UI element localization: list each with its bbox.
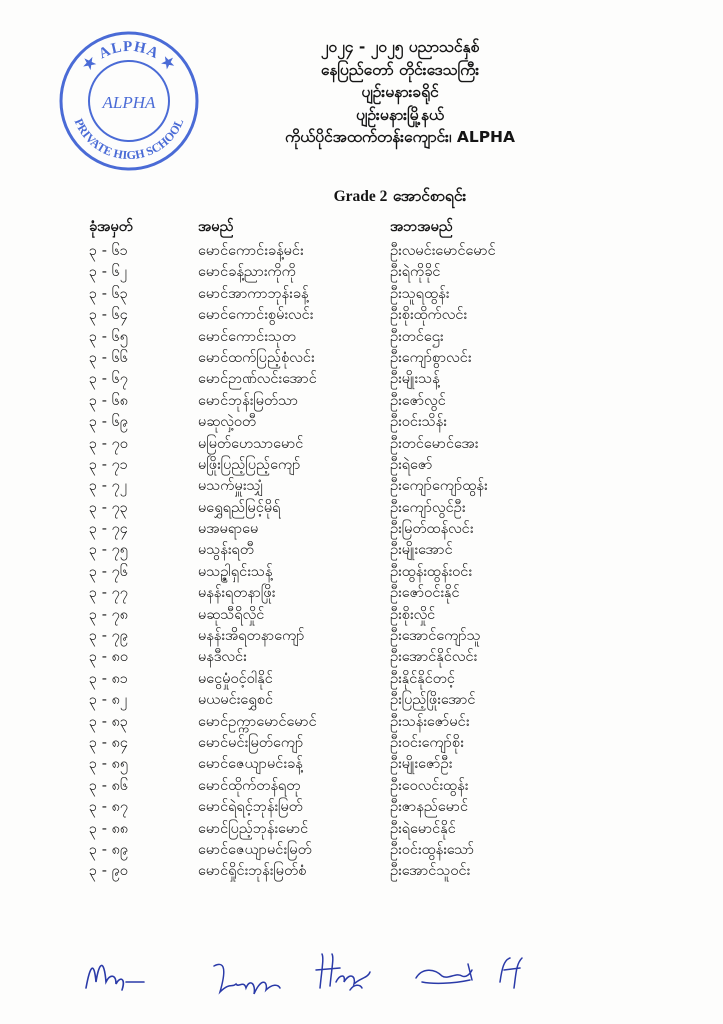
father-name: ဦးဝင်းထွန်းသော် — [390, 841, 475, 858]
student-name: မမြတ်ဟေသာမောင် — [198, 435, 304, 452]
table-row — [0, 819, 723, 840]
table-row — [0, 840, 723, 861]
roll-number: ၃ - ၈၀ — [89, 649, 129, 666]
father-name: ဦးဝင်းသိန်း — [390, 414, 447, 431]
table-row — [0, 498, 723, 519]
table-row — [0, 434, 723, 455]
student-name: မငွေမှုံဝင့်ဝါနိုင် — [198, 670, 273, 687]
roll-number: ၃ - ၈၇ — [89, 799, 129, 816]
student-name: မောင်ဥက္ကာမောင်မောင် — [198, 713, 317, 730]
header-academic-year: ၂၀၂၄ - ၂၀၂၅ ပညာသင်နှစ် — [320, 38, 480, 56]
student-name: မသက်မှူးသျှံ — [198, 478, 264, 495]
roll-number: ၃ - ၆၄ — [89, 307, 128, 324]
table-row — [0, 733, 723, 754]
roll-number: ၃ - ၆၂ — [89, 264, 127, 281]
student-name: မောင်ကောင်းစွမ်းလင်း — [198, 307, 314, 324]
student-name: မောင်ရှိုင်းဘုန်းမြတ်စံ — [198, 863, 307, 880]
father-name: ဦးကျော်လွင်ဦး — [390, 499, 466, 516]
father-name: ဦးပြည့်ဖြိုးအောင် — [390, 692, 476, 709]
roll-number: ၃ - ၇၂ — [89, 478, 127, 495]
table-row — [0, 776, 723, 797]
signature-row — [0, 946, 723, 1006]
father-name: ဦးကျော်ကျော်ထွန်း — [390, 478, 488, 495]
col-father-header: အဘအမည် — [390, 219, 453, 235]
document-header — [200, 36, 600, 149]
father-name: ဦးရဲမောင်နိုင် — [390, 820, 456, 837]
table-row — [0, 562, 723, 583]
roll-number: ၃ - ၆၉ — [89, 414, 128, 431]
student-name: မောင်ထိုက်တန်ရတု — [198, 777, 301, 794]
student-name: မနန်းအိရတနာကျော် — [198, 628, 305, 645]
student-name: မဖြိုးပြည့်ပြည့်ကျော် — [198, 456, 301, 473]
table-row — [0, 797, 723, 818]
father-name: ဦးဇော်လွင် — [390, 392, 446, 409]
roll-number: ၃ - ၇၄ — [89, 521, 128, 538]
table-row — [0, 455, 723, 476]
father-name: ဦးတင်မောင်အေး — [390, 435, 479, 452]
table-row — [0, 712, 723, 733]
table-row — [0, 647, 723, 668]
father-name: ဦးအောင်နိုင်လင်း — [390, 649, 478, 666]
roll-number: ၃ - ၆၁ — [89, 243, 128, 259]
student-name: မောင်ဇေယျာမင်းခန့် — [198, 756, 303, 773]
table-row — [0, 241, 723, 262]
father-name: ဦးနိုင်နိုင်တင့် — [390, 670, 455, 687]
header-township: ပျဉ်းမနားမြို့နယ် — [356, 105, 444, 124]
student-name: မအမရာမေ — [198, 521, 259, 538]
seal-ring-bottom: PRIVATE HIGH SCHOOL — [71, 116, 187, 163]
roll-number: ၃ - ၇၁ — [89, 456, 128, 473]
table-row — [0, 861, 723, 882]
header-school-name: ကိုယ်ပိုင်အထက်တန်းကျောင်း၊ ALPHA — [284, 128, 516, 147]
student-name: မောင်ဘုန်းမြတ်သာ — [198, 392, 299, 409]
roll-number: ၃ - ၈၉ — [89, 841, 129, 858]
roll-number: ၃ - ၈၆ — [89, 777, 129, 794]
roll-number: ၃ - ၈၅ — [89, 756, 129, 773]
student-name: မောင်ဉာဏ်လင်းအောင် — [198, 371, 317, 388]
table-row — [0, 626, 723, 647]
student-name: မနန်းရတနာဖြိုး — [198, 585, 276, 602]
roll-number: ၃ - ၆၃ — [89, 285, 128, 302]
table-row — [0, 327, 723, 348]
father-name: ဦးဇော်ဝင်းနိုင် — [390, 585, 460, 602]
father-name: ဦးထွန်းထွန်းဝင်း — [390, 563, 473, 580]
table-row — [0, 540, 723, 561]
table-row — [0, 369, 723, 390]
roll-number: ၃ - ၆၈ — [89, 392, 129, 409]
father-name: ဦးစိုးလှိုင် — [390, 606, 436, 623]
father-name: ဦးမျိုးဇော်ဦး — [390, 756, 453, 773]
table-row — [0, 262, 723, 283]
roll-number: ၃ - ၇၀ — [89, 435, 128, 452]
table-row — [0, 391, 723, 412]
student-name: မောင်ကောင်းခန့်မင်း — [198, 243, 304, 259]
father-name: ဦးရဲဇော် — [390, 456, 433, 473]
student-name: မနဒီလင်း — [198, 649, 247, 666]
signature-3 — [310, 948, 374, 994]
student-name: မဆုသီရိလှိုင် — [198, 606, 265, 623]
father-name: ဦးဝင်းကျော်စိုး — [390, 734, 464, 751]
roll-number: ၃ - ၆၆ — [89, 349, 128, 366]
roll-number: ၃ - ၇၈ — [89, 606, 129, 623]
student-name: မောင်ဇေယျာမင်းမြတ် — [198, 841, 312, 858]
table-header — [0, 218, 723, 238]
grade-title — [200, 186, 600, 209]
header-district: ပျဉ်းမနားခရိုင် — [361, 83, 439, 102]
table-row — [0, 669, 723, 690]
student-name: မသွန်းရတီ — [198, 542, 254, 559]
student-name: မောင်ထက်ပြည့်စုံလင်း — [198, 349, 315, 366]
table-row — [0, 690, 723, 711]
father-name: ဦးကျော်စွာလင်း — [390, 349, 472, 366]
roll-number: ၃ - ၈၁ — [89, 670, 129, 687]
school-seal — [58, 30, 200, 172]
table-row — [0, 754, 723, 775]
student-name: မရွှေရည်မြင့်မိုရ် — [198, 499, 281, 516]
roll-number: ၃ - ၇၃ — [89, 499, 128, 516]
roll-number: ၃ - ၈၂ — [89, 692, 128, 709]
student-name: မောင်ကောင်းသုတ — [198, 328, 297, 345]
table-row — [0, 476, 723, 497]
student-list — [0, 241, 723, 883]
table-row — [0, 412, 723, 433]
col-roll-header: ခုံအမှတ် — [89, 219, 133, 235]
col-name-header: အမည် — [198, 219, 234, 235]
father-name: ဦးသန်းဇော်မင်း — [390, 713, 470, 730]
roll-number: ၃ - ၉၀ — [89, 863, 128, 880]
signature-2 — [210, 958, 284, 1002]
roll-number: ၃ - ၇၅ — [89, 542, 128, 559]
roll-number: ၃ - ၇၆ — [89, 563, 128, 580]
header-region: နေပြည်တော် တိုင်းဒေသကြီး — [320, 60, 480, 79]
roll-number: ၃ - ၈၄ — [89, 734, 129, 751]
table-row — [0, 348, 723, 369]
roll-number: ၃ - ၆၇ — [89, 371, 128, 388]
father-name: ဦးဝေလင်းထွန်း — [390, 777, 469, 794]
father-name: ဦးဇာနည်မောင် — [390, 799, 468, 816]
table-row — [0, 519, 723, 540]
grade-label: Grade 2 — [333, 188, 388, 205]
student-name: မောင်မင်းမြတ်ကျော် — [198, 734, 304, 751]
seal-center-text: ALPHA — [102, 93, 156, 112]
student-name: မောင်ခန့်ညားကိုကို — [198, 264, 296, 281]
table-row — [0, 583, 723, 604]
student-name: မောင်ရဲရင့်ဘုန်းမြတ် — [198, 799, 303, 816]
seal-ring-top: ★ ALPHA ★ — [79, 38, 179, 75]
student-name: မယမင်းရွှေစင် — [198, 692, 274, 709]
student-name: မောင်ပြည့်ဘုန်းမောင် — [198, 820, 309, 837]
father-name: ဦးမျိုးသန့် — [390, 371, 440, 388]
student-name: မသဥ္ဇါရှင်းသန့် — [198, 563, 273, 580]
father-name: ဦးတင်ဌေး — [390, 328, 444, 345]
father-name: ဦးသူရထွန်း — [390, 285, 450, 302]
father-name: ဦးစိုးထိုက်လင်း — [390, 307, 468, 324]
signature-4 — [412, 960, 482, 990]
signature-1 — [82, 952, 152, 996]
roll-number: ၃ - ၇၉ — [89, 628, 128, 645]
father-name: ဦးရဲကိုခိုင် — [390, 264, 441, 281]
father-name: ဦးလမင်းမောင်မောင် — [390, 243, 496, 259]
father-name: ဦးအောင်သူဝင်း — [390, 863, 471, 880]
roll-number: ၃ - ၈၃ — [89, 713, 129, 730]
roll-number: ၃ - ၈၈ — [89, 820, 129, 837]
father-name: ဦးမျိုးအောင် — [390, 542, 453, 559]
student-name: မဆုလှဲ့ဝတီ — [198, 414, 257, 431]
table-row — [0, 284, 723, 305]
roll-number: ၃ - ၇၇ — [89, 585, 128, 602]
student-name: မောင်အာကာဘုန်းခန့် — [198, 285, 309, 302]
grade-suffix: အောင်စာရင်း — [392, 187, 467, 205]
father-name: ဦးမြတ်ထန်လင်း — [390, 521, 474, 538]
father-name: ဦးအောင်ကျော်သူ — [390, 628, 481, 645]
roll-number: ၃ - ၆၅ — [89, 328, 128, 345]
table-row — [0, 305, 723, 326]
signature-5 — [494, 952, 528, 992]
table-row — [0, 605, 723, 626]
